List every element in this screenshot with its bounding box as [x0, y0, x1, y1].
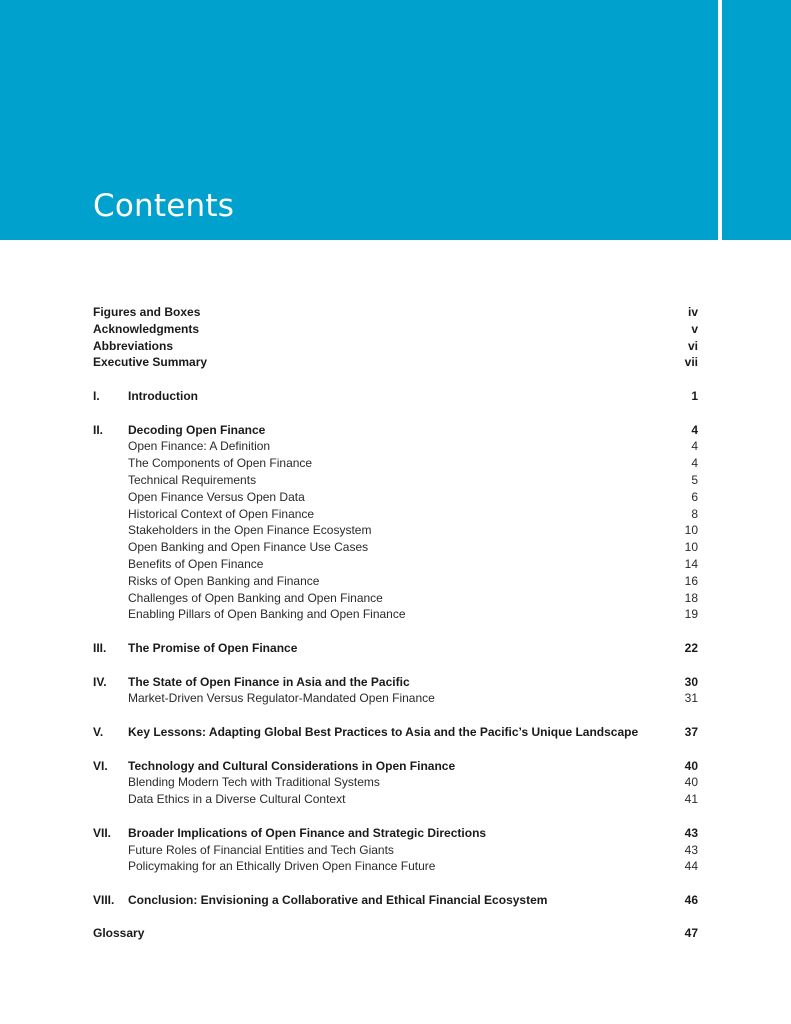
toc-entry-label: Executive Summary — [93, 355, 208, 370]
toc-section-entry[interactable] — [93, 556, 698, 573]
toc-entry-page: 47 — [684, 926, 698, 941]
toc-section-title: Policymaking for an Ethically Driven Open Finance Future — [128, 859, 436, 874]
toc-section-entry[interactable] — [93, 858, 698, 875]
toc-section-entry[interactable] — [93, 573, 698, 590]
toc-entry-page: vi — [687, 338, 698, 353]
toc-section-title: Open Finance: A Definition — [128, 439, 271, 454]
toc-section-title: Stakeholders in the Open Finance Ecosystem — [128, 523, 372, 538]
toc-section-entry[interactable] — [93, 690, 698, 707]
toc-entry-page: 16 — [684, 573, 698, 588]
toc-section-title: Enabling Pillars of Open Banking and Open Finance — [128, 607, 406, 622]
toc-section-entry[interactable] — [93, 842, 698, 859]
toc-chapter-entry[interactable] — [93, 758, 698, 775]
toc-chapter-number: V. — [93, 724, 104, 739]
toc-chapter-title: The State of Open Finance in Asia and the Pacific — [128, 674, 410, 689]
toc-section-title: Technical Requirements — [128, 472, 257, 487]
toc-entry-page: 22 — [684, 640, 698, 655]
toc-back-matter-entry[interactable] — [93, 925, 698, 942]
toc-section-title: Historical Context of Open Finance — [128, 506, 315, 521]
toc-chapter-title: The Promise of Open Finance — [128, 640, 298, 655]
toc-spacer — [93, 623, 698, 640]
toc-spacer — [93, 405, 698, 422]
toc-front-matter-entry[interactable] — [93, 338, 698, 355]
page-title: Contents — [93, 188, 235, 224]
toc-chapter-number: III. — [93, 640, 107, 655]
toc-section-entry[interactable] — [93, 489, 698, 506]
toc-chapter-title: Key Lessons: Adapting Global Best Practices to Asia and the Pacific’s Unique Landscape — [128, 724, 639, 739]
toc-entry-label: Acknowledgments — [93, 321, 200, 336]
toc-chapter-title: Conclusion: Envisioning a Collaborative and Ethical Financial Ecosystem — [128, 892, 548, 907]
toc-front-matter-entry[interactable] — [93, 304, 698, 321]
toc-chapter-title: Technology and Cultural Considerations in Open Finance — [128, 758, 456, 773]
toc-section-entry[interactable] — [93, 606, 698, 623]
banner-divider — [718, 0, 722, 240]
toc-entry-page: 41 — [684, 792, 698, 807]
toc-section-entry[interactable] — [93, 472, 698, 489]
toc-entry-label: Abbreviations — [93, 338, 174, 353]
toc-chapter-entry[interactable] — [93, 388, 698, 405]
table-of-contents — [93, 304, 698, 942]
toc-chapter-number: I. — [93, 388, 100, 403]
toc-spacer — [93, 875, 698, 892]
toc-section-entry[interactable] — [93, 455, 698, 472]
toc-spacer — [93, 909, 698, 926]
toc-entry-page: 18 — [684, 590, 698, 605]
toc-chapter-number: VIII. — [93, 892, 115, 907]
toc-front-matter-entry[interactable] — [93, 354, 698, 371]
toc-chapter-entry[interactable] — [93, 422, 698, 439]
toc-chapter-entry[interactable] — [93, 724, 698, 741]
toc-entry-page: 4 — [691, 456, 698, 471]
toc-chapter-title: Broader Implications of Open Finance and Strategic Directions — [128, 825, 487, 840]
toc-entry-page: 43 — [684, 825, 698, 840]
toc-chapter-entry[interactable] — [93, 892, 698, 909]
toc-entry-page: 31 — [684, 691, 698, 706]
toc-section-title: Market-Driven Versus Regulator-Mandated Open Finance — [128, 691, 435, 706]
toc-section-entry[interactable] — [93, 522, 698, 539]
toc-section-entry[interactable] — [93, 791, 698, 808]
toc-spacer — [93, 371, 698, 388]
toc-section-entry[interactable] — [93, 590, 698, 607]
toc-section-title: Open Banking and Open Finance Use Cases — [128, 540, 369, 555]
toc-spacer — [93, 741, 698, 758]
toc-chapter-entry[interactable] — [93, 825, 698, 842]
toc-entry-page: 4 — [691, 439, 698, 454]
toc-chapter-title: Introduction — [128, 388, 198, 403]
toc-chapter-entry[interactable] — [93, 640, 698, 657]
toc-section-title: Challenges of Open Banking and Open Finance — [128, 590, 383, 605]
toc-front-matter-entry[interactable] — [93, 321, 698, 338]
toc-entry-page: 40 — [684, 758, 698, 773]
toc-section-title: The Components of Open Finance — [128, 456, 313, 471]
toc-entry-page: 1 — [691, 388, 698, 403]
toc-chapter-number: VII. — [93, 825, 112, 840]
toc-spacer — [93, 808, 698, 825]
toc-entry-page: 5 — [691, 472, 698, 487]
toc-entry-page: iv — [687, 305, 698, 319]
toc-entry-label: Glossary — [93, 926, 145, 941]
toc-section-title: Open Finance Versus Open Data — [128, 489, 305, 504]
toc-spacer — [93, 657, 698, 674]
toc-entry-page: 8 — [691, 506, 698, 521]
toc-entry-page: 14 — [684, 556, 698, 571]
toc-chapter-number: II. — [93, 422, 104, 437]
toc-entry-page: vii — [684, 355, 698, 370]
toc-entry-page: 43 — [684, 842, 698, 857]
toc-chapter-title: Decoding Open Finance — [128, 422, 266, 437]
toc-entry-page: 37 — [684, 724, 698, 739]
toc-chapter-entry[interactable] — [93, 674, 698, 691]
toc-section-title: Benefits of Open Finance — [128, 556, 264, 571]
toc-entry-page: 10 — [684, 540, 698, 555]
toc-entry-label: Figures and Boxes — [93, 305, 201, 319]
toc-entry-page: 44 — [684, 859, 698, 874]
toc-entry-page: 4 — [691, 422, 698, 437]
toc-section-title: Blending Modern Tech with Traditional Systems — [128, 775, 380, 790]
toc-entry-page: 30 — [684, 674, 698, 689]
toc-section-entry[interactable] — [93, 438, 698, 455]
toc-section-title: Risks of Open Banking and Finance — [128, 573, 320, 588]
toc-chapter-number: IV. — [93, 674, 107, 689]
toc-chapter-number: VI. — [93, 758, 108, 773]
toc-spacer — [93, 707, 698, 724]
toc-entry-page: 10 — [684, 523, 698, 538]
toc-section-title: Data Ethics in a Diverse Cultural Context — [128, 792, 346, 807]
toc-section-entry[interactable] — [93, 774, 698, 791]
toc-section-entry[interactable] — [93, 539, 698, 556]
toc-entry-page: 19 — [684, 607, 698, 622]
toc-entry-page: 40 — [684, 775, 698, 790]
toc-section-entry[interactable] — [93, 506, 698, 523]
toc-entry-page: 6 — [691, 489, 698, 504]
toc-entry-page: 46 — [684, 892, 698, 907]
toc-entry-page: v — [691, 321, 698, 336]
toc-section-title: Future Roles of Financial Entities and Tech Giants — [128, 842, 394, 857]
